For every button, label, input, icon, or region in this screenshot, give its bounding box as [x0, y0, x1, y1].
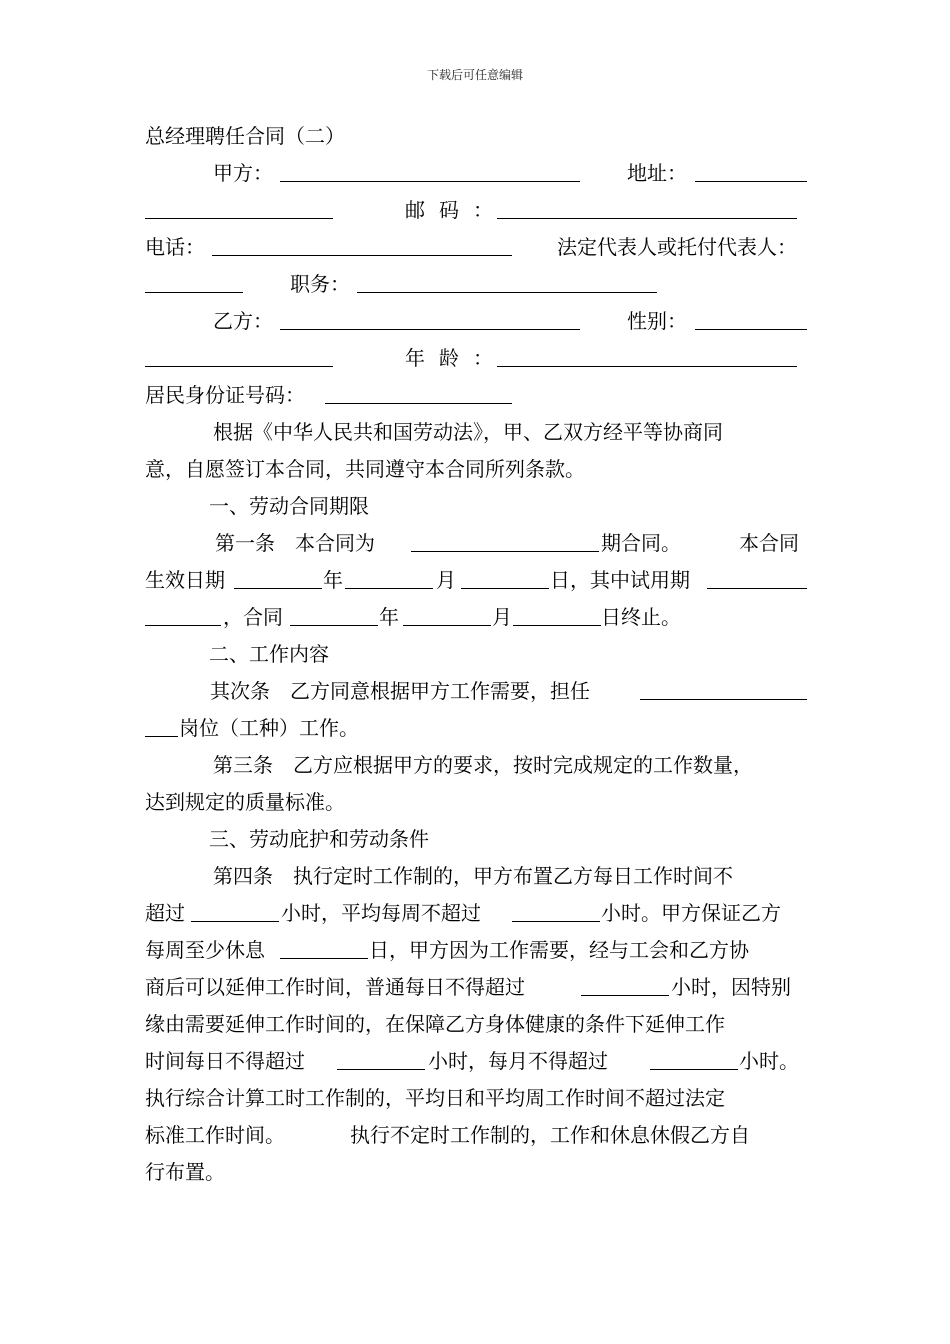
party-a-label: 甲方： — [213, 161, 273, 185]
article-1-text: 第一条 本合同为 — [215, 531, 375, 555]
postcode-blank[interactable] — [497, 192, 797, 219]
contract-end-label: ，合同 — [223, 605, 283, 629]
gender-blank-cont[interactable] — [145, 340, 333, 367]
article-4-line-4a: 商后可以延伸工作时间，普通每日不得超过 — [145, 975, 525, 999]
end-year-label: 年 — [379, 605, 399, 629]
article-4-line-2b: 小时，平均每周不超过 — [281, 901, 481, 925]
article-4-line-7: 执行综合计算工时工作制的，平均日和平均周工作时间不超过法定 — [145, 1086, 725, 1110]
month-label: 月 — [436, 568, 456, 592]
monthly-limit-blank[interactable] — [650, 1043, 738, 1070]
section-3-title: 三、劳动庇护和劳动条件 — [209, 827, 429, 851]
contract-term-blank[interactable] — [411, 525, 599, 552]
party-b-label: 乙方： — [213, 309, 273, 333]
address-label: 地址： — [627, 161, 687, 185]
article-4-line-3a: 每周至少休息 — [145, 938, 265, 962]
article-4-line-1: 第四条 执行定时工作制的，甲方布置乙方每日工作时间不 — [213, 864, 733, 888]
postcode-label: 邮码： — [405, 198, 507, 222]
gender-blank[interactable] — [695, 303, 807, 330]
article-2-text: 其次条 乙方同意根据甲方工作需要，担任 — [210, 679, 590, 703]
article-4-line-2c: 小时。甲方保证乙方 — [601, 901, 781, 925]
probation-label: 日，其中试用期 — [550, 568, 690, 592]
end-month-blank[interactable] — [403, 599, 491, 626]
address-blank-cont[interactable] — [145, 192, 333, 219]
rest-days-blank[interactable] — [280, 932, 368, 959]
job-title-blank-cont[interactable] — [145, 710, 178, 737]
article-3-line-1: 第三条 乙方应根据甲方的要求，按时完成规定的工作数量， — [213, 753, 753, 777]
end-day-blank[interactable] — [513, 599, 601, 626]
phone-blank[interactable] — [212, 229, 512, 256]
weekly-hours-blank[interactable] — [512, 895, 600, 922]
job-title-blank[interactable] — [640, 673, 807, 700]
end-month-label: 月 — [492, 605, 512, 629]
overtime-daily-blank[interactable] — [581, 969, 669, 996]
page-header: 下载后可任意编辑 — [426, 68, 523, 82]
party-b-blank[interactable] — [280, 303, 580, 330]
article-4-line-8b: 执行不定时工作制的，工作和休息休假乙方自 — [350, 1123, 750, 1147]
id-number-blank[interactable] — [325, 377, 512, 404]
probation-blank-cont[interactable] — [145, 599, 221, 626]
section-2-title: 二、工作内容 — [209, 642, 329, 666]
address-blank[interactable] — [695, 155, 807, 182]
article-1-suffix: 期合同。 — [601, 531, 681, 555]
representative-blank[interactable] — [145, 266, 243, 293]
intro-line-2: 意，自愿签订本合同，共同遵守本合同所列条款。 — [145, 457, 585, 481]
position-label: 职务： — [290, 272, 350, 296]
article-1-continued: 本合同 — [739, 531, 799, 555]
contract-title: 总经理聘任合同（二） — [145, 124, 345, 148]
article-4-line-6c: 小时。 — [739, 1049, 799, 1073]
year-label: 年 — [323, 568, 343, 592]
contract-body — [145, 118, 810, 1191]
article-2-suffix: 岗位（工种）工作。 — [179, 716, 359, 740]
probation-blank[interactable] — [707, 562, 807, 589]
position-blank[interactable] — [357, 266, 657, 293]
article-4-line-9: 行布置。 — [145, 1160, 225, 1184]
daily-hours-blank[interactable] — [191, 895, 279, 922]
article-4-line-8a: 标准工作时间。 — [145, 1123, 285, 1147]
article-4-line-2a: 超过 — [145, 901, 185, 925]
article-4-line-6a: 时间每日不得超过 — [145, 1049, 305, 1073]
gender-label: 性别： — [627, 309, 687, 333]
article-3-line-2: 达到规定的质量标准。 — [145, 790, 345, 814]
article-4-line-4b: 小时，因特别 — [671, 975, 791, 999]
special-daily-blank[interactable] — [337, 1043, 425, 1070]
phone-label: 电话： — [145, 235, 205, 259]
section-1-title: 一、劳动合同期限 — [209, 494, 369, 518]
start-day-blank[interactable] — [461, 562, 549, 589]
article-4-line-5: 缘由需要延伸工作时间的，在保障乙方身体健康的条件下延伸工作 — [145, 1012, 725, 1036]
start-year-blank[interactable] — [234, 562, 322, 589]
age-blank[interactable] — [497, 340, 797, 367]
article-4-line-3b: 日，甲方因为工作需要，经与工会和乙方协 — [369, 938, 749, 962]
id-number-label: 居民身份证号码： — [145, 383, 305, 407]
party-a-blank[interactable] — [280, 155, 580, 182]
article-4-line-6b: 小时，每月不得超过 — [428, 1049, 608, 1073]
end-day-label: 日终止。 — [601, 605, 681, 629]
representative-label: 法定代表人或托付代表人： — [557, 235, 797, 259]
start-month-blank[interactable] — [345, 562, 433, 589]
end-year-blank[interactable] — [290, 599, 378, 626]
intro-line-1: 根据《中华人民共和国劳动法》，甲、乙双方经平等协商同 — [213, 420, 723, 444]
age-label: 年龄： — [405, 346, 507, 370]
effective-date-label: 生效日期 — [145, 568, 225, 592]
